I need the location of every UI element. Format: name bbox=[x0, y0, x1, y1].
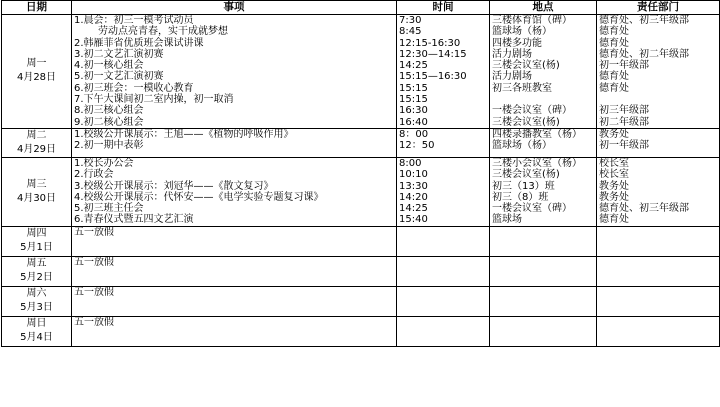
event-line: 4.初一核心组会 bbox=[74, 60, 144, 72]
dept-line: 德育处 bbox=[599, 26, 629, 38]
place-line: 活力剧场 bbox=[492, 48, 532, 60]
time-cell bbox=[397, 286, 490, 316]
event-line: 2.初一期中表彰 bbox=[74, 140, 144, 152]
place-line: 一楼会议室（碑） bbox=[492, 105, 572, 117]
event-line: 五一放假 bbox=[74, 226, 114, 238]
event-line: 9.初二核心组会 bbox=[74, 116, 144, 128]
place-cell bbox=[490, 15, 597, 129]
event-line: 1.晨会：初三一模考试动员 bbox=[74, 15, 194, 26]
time-line: 12:15-16:30 bbox=[399, 37, 461, 49]
place-line: 活力剧场 bbox=[492, 71, 532, 83]
event-line: 1.校长办公会 bbox=[74, 157, 134, 169]
dept-line bbox=[599, 94, 717, 105]
dept-cell bbox=[597, 15, 720, 129]
day-date-cell bbox=[2, 15, 72, 129]
day-group-row bbox=[2, 157, 720, 226]
dept-line: 初一年级部 bbox=[599, 140, 649, 152]
event-cell bbox=[72, 256, 397, 286]
event-line: 劳动点亮青春，实干成就梦想 bbox=[98, 26, 228, 38]
dept-line: 教务处 bbox=[599, 128, 629, 140]
place-line: 初三各班教室 bbox=[492, 82, 552, 94]
dept-cell bbox=[597, 316, 720, 346]
dept-line: 教务处 bbox=[599, 191, 629, 203]
holiday-row bbox=[2, 256, 720, 286]
place-line: 三楼小会议室（杨） bbox=[492, 157, 582, 169]
event-line: 4.校级公开课展示：代怀安——《电学实验专题复习课》 bbox=[74, 191, 324, 203]
dept-line: 德育处、初二年级部 bbox=[599, 48, 689, 60]
dept-line: 初一年级部 bbox=[599, 60, 649, 72]
time-line: 12:30—14:15 bbox=[399, 48, 467, 60]
place-line: 三楼会议室(杨) bbox=[492, 116, 560, 128]
dept-line: 校长室 bbox=[599, 157, 629, 169]
header-date: 日期 bbox=[2, 1, 72, 15]
date-value: 4月29日 bbox=[16, 143, 57, 155]
time-line: 8:00 bbox=[399, 157, 422, 169]
time-line: 15:15 bbox=[399, 94, 428, 106]
place-cell bbox=[490, 256, 597, 286]
time-line: 13:30 bbox=[399, 180, 428, 192]
event-line: 3.初二文艺汇演初赛 bbox=[74, 48, 164, 60]
place-line bbox=[492, 94, 594, 105]
dept-cell bbox=[597, 256, 720, 286]
date-label bbox=[2, 57, 71, 85]
time-cell bbox=[397, 128, 490, 157]
dept-line: 教务处 bbox=[599, 180, 629, 192]
weekday-label: 周六 bbox=[26, 288, 47, 300]
header-dept: 责任部门 bbox=[597, 1, 720, 15]
event-cell bbox=[72, 286, 397, 316]
event-line: 5.初一文艺汇演初赛 bbox=[74, 71, 164, 83]
event-cell bbox=[72, 226, 397, 256]
time-line: 7:30 bbox=[399, 15, 422, 26]
header-row bbox=[2, 1, 720, 15]
place-line: 四楼多功能 bbox=[492, 37, 542, 49]
event-line: 1.校级公开课展示：王旭——《植物的呼吸作用》 bbox=[74, 128, 294, 140]
place-line: 四楼录播教室（杨） bbox=[492, 128, 582, 140]
time-line: 15:15 bbox=[399, 82, 428, 94]
day-date-cell bbox=[2, 226, 72, 256]
time-cell bbox=[397, 256, 490, 286]
dept-line: 德育处 bbox=[599, 37, 629, 49]
place-line: 初三（13）班 bbox=[492, 180, 555, 192]
day-date-cell bbox=[2, 256, 72, 286]
time-line: 8:45 bbox=[399, 26, 422, 38]
place-line: 篮球场（杨） bbox=[492, 140, 552, 152]
event-cell bbox=[72, 128, 397, 157]
date-label bbox=[2, 317, 71, 345]
time-line: 15:40 bbox=[399, 214, 428, 226]
dept-line: 初三年级部 bbox=[599, 105, 649, 117]
holiday-row bbox=[2, 286, 720, 316]
date-label bbox=[2, 129, 71, 157]
date-value: 4月28日 bbox=[16, 72, 57, 84]
dept-cell bbox=[597, 128, 720, 157]
event-line: 7.下午大课间初二室内操，初一取消 bbox=[74, 94, 234, 106]
time-line: 14:25 bbox=[399, 203, 428, 215]
weekday-label: 周日 bbox=[26, 318, 47, 330]
dept-line: 初二年级部 bbox=[599, 116, 649, 128]
time-line: 14:20 bbox=[399, 191, 428, 203]
date-value: 5月2日 bbox=[20, 272, 53, 284]
day-date-cell bbox=[2, 286, 72, 316]
day-date-cell bbox=[2, 316, 72, 346]
dept-line: 德育处、初三年级部 bbox=[599, 15, 689, 26]
day-group-row bbox=[2, 128, 720, 157]
event-line: 五一放假 bbox=[74, 316, 114, 328]
time-cell bbox=[397, 15, 490, 129]
header-time: 时间 bbox=[397, 1, 490, 15]
event-line: 8.初三核心组会 bbox=[74, 105, 144, 117]
event-line: 3.校级公开课展示：刘冠华——《散文复习》 bbox=[74, 180, 274, 192]
date-value: 5月4日 bbox=[20, 332, 53, 344]
time-line: 15:15—16:30 bbox=[399, 71, 467, 83]
place-line: 篮球场 bbox=[492, 214, 522, 226]
weekday-label: 周二 bbox=[26, 129, 47, 141]
place-line: 三楼会议室(杨) bbox=[492, 169, 560, 181]
event-cell bbox=[72, 157, 397, 226]
event-line: 2.行政会 bbox=[74, 169, 114, 181]
time-cell bbox=[397, 316, 490, 346]
event-line: 5.初三班主任会 bbox=[74, 203, 144, 215]
holiday-row bbox=[2, 316, 720, 346]
event-line: 6.初三班会：一模收心教育 bbox=[74, 82, 194, 94]
weekday-label: 周一 bbox=[26, 58, 47, 70]
time-cell bbox=[397, 157, 490, 226]
dept-line: 德育处 bbox=[599, 82, 629, 94]
weekday-label: 周三 bbox=[26, 178, 47, 190]
place-cell bbox=[490, 128, 597, 157]
time-cell bbox=[397, 226, 490, 256]
date-label bbox=[2, 178, 71, 206]
dept-line: 德育处 bbox=[599, 214, 629, 226]
time-line: 16:30 bbox=[399, 105, 428, 117]
day-date-cell bbox=[2, 157, 72, 226]
time-line: 12：50 bbox=[399, 140, 435, 152]
dept-line: 德育处、初三年级部 bbox=[599, 203, 689, 215]
date-value: 5月3日 bbox=[20, 302, 53, 314]
time-line: 8：00 bbox=[399, 128, 429, 140]
date-label bbox=[2, 257, 71, 285]
weekday-label: 周五 bbox=[26, 258, 47, 270]
dept-cell bbox=[597, 286, 720, 316]
day-date-cell bbox=[2, 128, 72, 157]
place-line: 三楼体育馆（碑） bbox=[492, 15, 572, 26]
holiday-row bbox=[2, 226, 720, 256]
event-line: 五一放假 bbox=[74, 256, 114, 268]
place-line: 初三（8）班 bbox=[492, 191, 549, 203]
date-value: 4月30日 bbox=[16, 192, 57, 204]
schedule-body bbox=[2, 15, 720, 347]
weekday-label: 周四 bbox=[26, 228, 47, 240]
date-label bbox=[2, 287, 71, 315]
header-event: 事项 bbox=[72, 1, 397, 15]
date-label bbox=[2, 227, 71, 255]
dept-line: 德育处 bbox=[599, 71, 629, 83]
place-cell bbox=[490, 316, 597, 346]
place-line: 篮球场（杨） bbox=[492, 26, 552, 38]
event-line: 2.韩雁菲省优质班会课试讲课 bbox=[74, 37, 204, 49]
dept-cell bbox=[597, 157, 720, 226]
place-cell bbox=[490, 157, 597, 226]
date-value: 5月1日 bbox=[20, 242, 53, 254]
time-line: 10:10 bbox=[399, 169, 428, 181]
dept-cell bbox=[597, 226, 720, 256]
event-cell bbox=[72, 15, 397, 129]
event-line: 6.青春仪式暨五四文艺汇演 bbox=[74, 214, 194, 226]
event-line: 五一放假 bbox=[74, 286, 114, 298]
place-line: 一楼会议室（碑） bbox=[492, 203, 572, 215]
dept-line: 校长室 bbox=[599, 169, 629, 181]
weekly-schedule-table bbox=[1, 0, 720, 347]
header-place: 地点 bbox=[490, 1, 597, 15]
time-line: 14:25 bbox=[399, 60, 428, 72]
place-line: 三楼会议室(杨) bbox=[492, 60, 560, 72]
day-group-row bbox=[2, 15, 720, 129]
time-line: 16:40 bbox=[399, 116, 428, 128]
event-cell bbox=[72, 316, 397, 346]
place-cell bbox=[490, 286, 597, 316]
place-cell bbox=[490, 226, 597, 256]
